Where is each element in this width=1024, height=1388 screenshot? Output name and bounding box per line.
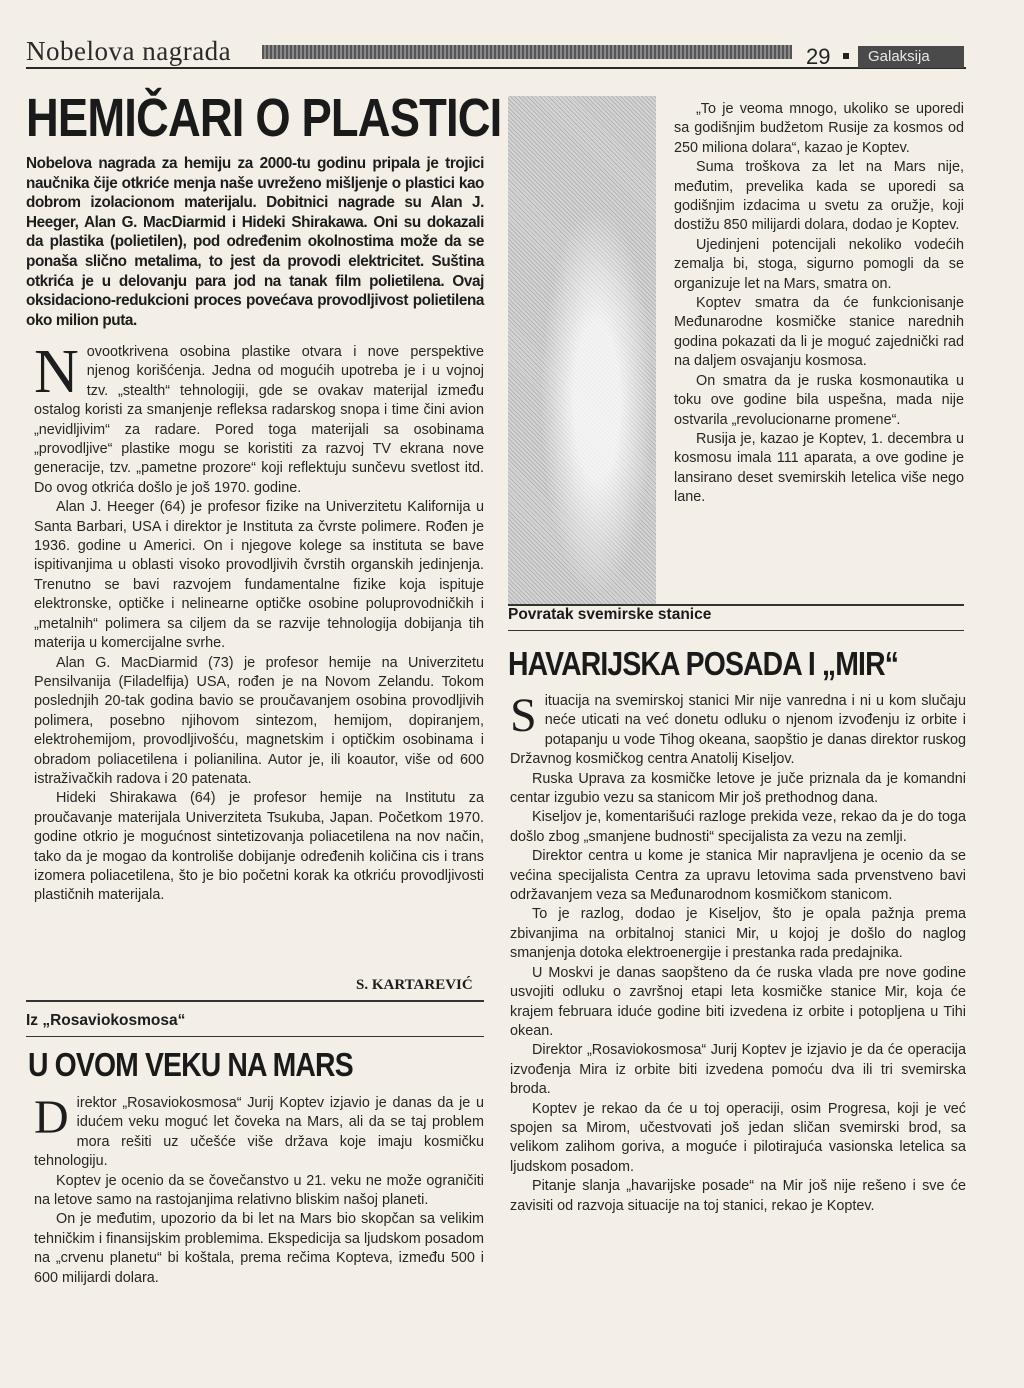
caption-bottom-rule [508, 630, 964, 631]
photo-caption: Povratak svemirske stanice [508, 606, 712, 623]
article1-paragraph: Alan G. MacDiarmid (73) je profesor hemije na Univerzitetu Pensilvanija (Filadelfija) USA, rođen je na Novom Zelandu. Tokom poslednjih 20-tak godina bavio se proučavanjem osobina provodljivih polimera, posebno njihovom sintezom, hemijom, dopiranjem, elektrohemijom, provodljivošću, magnetskim i optičkim osobinama i obradom poliacetilena i polianilina. Autor je, ili koautor, više od 600 istraživačkih radova i 20 patenata. [34, 654, 484, 787]
article3-paragraph: Koptev je rekao da će u toj operaciji, osim Progresa, koji je već spojen sa Mirom, učestvovati još jedan sličan svemirski brod, sa velikom zalihom goriva, a moguće i pilotirajuća vasionska letelica sa ljudskom posadom. [510, 1100, 966, 1175]
article1-lead: Nobelova nagrada za hemiju za 2000-tu godinu pripala je trojici naučnika čije otkriće menja naše uvreženo mišljenje o plastici kao dobrom izolacionom materijalu. Dobitnici nagrade su Alan J. Heeger, Alan G. MacDiarmid i Hideki Shirakawa. Oni su dokazali da plastika (polietilen), pod određenim okolnostima može da se ponaša slično metalima, to jest da provodi elektricitet. Suština otkrića je u delovanju para jod na tanak film polietilena. Ovaj oksidaciono-redukcioni proces povećava provodljivost polietilena oko milion puta. [26, 155, 484, 329]
article2-paragraph: On je međutim, upozorio da bi let na Mars bio skopčan sa velikim tehničkim i finansijskim problemima. Ekspedicija sa ljudskom posadom na „crvenu planetu“ bi koštala, prema rečima Kopteva, između 500 i 600 milijardi dolara. [34, 1211, 484, 1286]
article1-paragraph: Hideki Shirakawa (64) je profesor hemije na Institutu za proučavanje materijala Univerziteta Tsukuba, Japan. Početkom 1970. godine otkrio je mogućnost sintetizovanja poliacetilena na nov način, tako da je mogao da kontroliše dobijanje određenih količina cis i trans izomera poliacetilena, što je bio početni korak ka otkriću provodljivosti plastičnih materijala. [34, 790, 484, 904]
article1-byline: S. KARTAREVIĆ [356, 977, 473, 993]
article3-paragraph: ituacija na svemirskoj stanici Mir nije vanredna i ni u kom slučaju neće uticati na već donetu odluku o njenom izvođenju iz orbite i potapanju u vode Tihog okeana, saopštio je danas direktor ruskog Državnog kosmičkog centra Anatolij Kiseljov. [510, 693, 966, 768]
article2-paragraph: „To je veoma mnogo, ukoliko se uporedi sa godišnjim budžetom Rusije za kosmos od 250 miliona dolara“, kazao je Koptev. [674, 101, 964, 156]
space-station-photo [508, 96, 656, 604]
magazine-badge: Galaksija [858, 46, 964, 68]
article2-paragraph: Suma troškova za let na Mars nije, međutim, prevelika kada se uporedi sa godišnjim izdacima u svetu za oružje, koji dostižu 850 milijardi dolara, dodao je Koptev. [674, 159, 964, 234]
article2-paragraph: Koptev je ocenio da se čovečanstvo u 21. veku ne može ograničiti na letove samo na rastojanjima relativno bliskim našoj planeti. [34, 1172, 484, 1209]
article2-paragraph: Rusija je, kazao je Koptev, 1. decembra u kosmosu imala 111 aparata, a ove godine je lansirano deset svemirskih letelica više nego lane. [674, 430, 964, 506]
article2-dropcap: D [34, 1091, 69, 1144]
kicker-rule [26, 1036, 484, 1037]
article1-dropcap: N [34, 338, 79, 406]
article2-body-col1 [34, 1091, 484, 1288]
page-number: 29 [806, 44, 831, 69]
article3-paragraph: Pitanje slanja „havarijske posade“ na Mir još nije rešeno i sve će zavisiti od razvoja situacije na toj stanici, rekao je Koptev. [510, 1178, 966, 1214]
article3-paragraph: To je razlog, dodao je Kiseljov, što je opala pažnja prema zbivanjima na orbitalnoj stanici Mir, u kojoj je došlo do naglog smanjenja dotoka elektroenergije i prestanka rada predajnika. [510, 906, 966, 962]
header-decorative-rule [262, 45, 792, 59]
separator-bullet [843, 53, 849, 59]
article1-body [34, 338, 484, 906]
article1-headline: HEMIČARI O PLASTICI [26, 88, 502, 148]
section-title: Nobelova nagrada [26, 36, 232, 66]
article3-dropcap: S [510, 689, 537, 742]
article1-paragraph: Alan J. Heeger (64) je profesor fizike na Univerzitetu Kalifornija u Santa Barbari, USA i direktor je Instituta za čvrste polimere. Rođen je 1936. godine u Americi. On i njegove kolege sa instituta se bave ispitivanjima u oblasti visoko provodljivih čvrstih organskih jedinjenja. Trenutno se bavi razvojem fundamentalne fizike koja ispituje elektronske, optičke i nelinearne optičke osobine poluprovodničkih i „metalnih“ polimera sa ciljem da se razvije tehnologija dobijanja tih materija u komercijalne svrhe. [34, 499, 484, 652]
article3-paragraph: Ruska Uprava za kosmičke letove je juče priznala da je komandni centar izgubio vezu sa stanicom Mir još prethodnog dana. [510, 770, 966, 807]
article2-headline: U OVOM VEKU NA MARS [28, 1046, 353, 1083]
article3-headline: HAVARIJSKA POSADA I „MIR“ [508, 645, 899, 682]
article-divider [26, 1000, 484, 1002]
article2-paragraph: On smatra da je ruska kosmonautika u toku ove godine bila uspešna, mada nije ostvarila „revolucionarne promene“. [674, 372, 964, 428]
article3-paragraph: Direktor centra u kome je stanica Mir napravljena je ocenio da se većina specijalista Centra za upravu letovima sada prvenstveno bavi održavanjem veza sa Međunarodnom kosmičkom stanicom. [510, 848, 966, 904]
article2-body-col2 [674, 100, 964, 508]
article3-body [510, 689, 966, 1216]
article1-paragraph: ovootkrivena osobina plastike otvara i nove perspektive njenog korišćenja. Jedna od mogućih upotreba je i u vojnoj tzv. „stealth“ tehnologiji, gde se ovakav materijal između ostalog koristi za smanjenje refleksa radarskog snopa i time čini avion „nevidljivim“ za radare. Pored toga materijali sa osobinama „provodljive“ plastike mogu se koristiti za razvoj TV ekrana nove generacije, tzv. „pametne prozore“ koji reflektuju sunčevu svetlost itd. Do ovog otkrića došlo je još 1970. godine. [34, 344, 484, 496]
article2-paragraph: Ujedinjeni potencijali nekoliko vodećih zemalja bi, stoga, sigurno pomogli da se organizuje let na Mars, smatra on. [674, 236, 964, 292]
article3-paragraph: U Moskvi je danas saopšteno da će ruska vlada pre nove godine usvojiti odluku o završnoj etapi leta kosmičke stanice Mir, koja će krajem februara iduće godine biti izvedena iz orbite i potopljena u Tihi okean. [510, 964, 966, 1039]
article2-paragraph: irektor „Rosaviokosmosa“ Jurij Koptev izjavio je danas da je u idućem veku moguć let čoveka na Mars, ali da se taj problem mora rešiti uz učešće više država koje imaju kosmičku tehnologiju. [34, 1095, 484, 1170]
article3-paragraph: Direktor „Rosaviokosmosa“ Jurij Koptev je izjavio je da će operacija izvođenja Mira iz orbite biti izvedena pomoću dva ili tri svemirska broda. [510, 1042, 966, 1098]
article2-paragraph: Koptev smatra da će funkcionisanje Međunarodne kosmičke stanice narednih godina pokazati da li je moguć zajednički rad na daljem osvajanju kosmosa. [674, 295, 964, 370]
article2-kicker: Iz „Rosaviokosmosa“ [26, 1012, 186, 1029]
article3-paragraph: Kiseljov je, komentarišući razloge prekida veze, rekao da je do toga došlo zbog „smanjene budnosti“ specijalista za vezu na zemlji. [510, 809, 966, 845]
